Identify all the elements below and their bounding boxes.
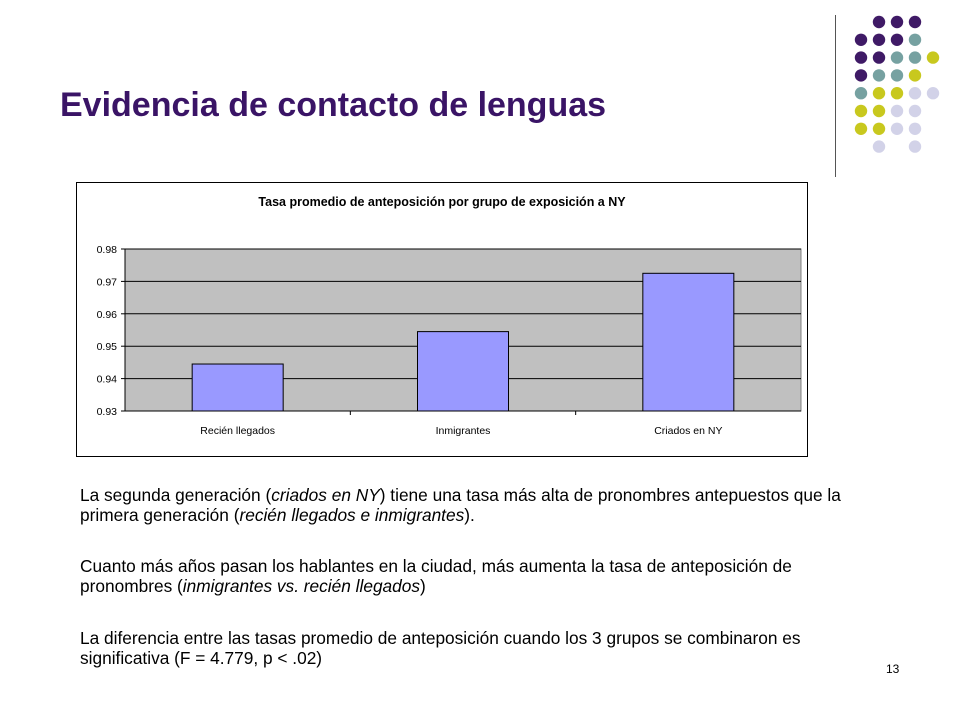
bar-chart <box>76 182 808 457</box>
chart-svg <box>77 183 807 456</box>
decorative-dot <box>873 69 885 81</box>
decorative-dot <box>873 51 885 63</box>
y-tick-label: 0.93 <box>96 406 117 418</box>
decorative-dot <box>873 34 885 46</box>
decorative-dot <box>855 69 867 81</box>
p1-text-mid: ) tiene una tasa más alta de pronombres antepuestos que la primera generación ( <box>80 485 841 525</box>
decorative-dot <box>891 16 903 28</box>
decorative-dot <box>891 105 903 117</box>
bar-2 <box>418 332 509 411</box>
y-tick-label: 0.97 <box>96 276 117 289</box>
bar-3 <box>643 273 734 411</box>
p1-emphasis-1: criados en NY <box>271 485 380 505</box>
decorative-dot <box>855 34 867 46</box>
decorative-dot <box>891 51 903 63</box>
decorative-dot <box>891 69 903 81</box>
decorative-dot <box>909 123 921 135</box>
x-tick-label: Inmigrantes <box>435 425 491 437</box>
decorative-dot <box>855 87 867 99</box>
decorative-dot <box>909 69 921 81</box>
chart-title: Tasa promedio de anteposición por grupo de exposición a NY <box>258 195 626 209</box>
decorative-dot <box>891 123 903 135</box>
p2-text-pre: Cuanto más años pasan los hablantes en la ciudad, más aumenta la tasa de anteposición de pronombres ( <box>80 556 792 596</box>
y-tick-label: 0.98 <box>96 244 117 256</box>
decorative-dot <box>909 34 921 46</box>
decorative-dot <box>855 105 867 117</box>
paragraph-diferencia-significativa <box>80 628 860 668</box>
decorative-dot <box>909 87 921 99</box>
slide-title: Evidencia de contacto de lenguas <box>60 86 607 124</box>
p1-text-pre: La segunda generación ( <box>80 485 272 505</box>
paragraph-segunda-generacion <box>80 485 860 525</box>
y-tick-label: 0.96 <box>96 308 117 321</box>
x-tick-label: Recién llegados <box>200 425 276 437</box>
decorative-vertical-line <box>835 15 836 177</box>
decorative-dot <box>873 87 885 99</box>
decorative-dot <box>909 105 921 117</box>
decorative-dot <box>909 16 921 28</box>
p1-text-post: ). <box>464 505 475 525</box>
p1-emphasis-2: recién llegados e inmigrantes <box>239 505 465 525</box>
decorative-dot <box>873 16 885 28</box>
decorative-dot <box>873 140 885 152</box>
decorative-dot <box>855 123 867 135</box>
decorative-dot <box>909 140 921 152</box>
paragraph-anos-en-ciudad <box>80 556 860 596</box>
decorative-dot <box>873 105 885 117</box>
y-tick-label: 0.94 <box>96 373 117 386</box>
decorative-dot <box>873 123 885 135</box>
decorative-dot <box>909 51 921 63</box>
y-tick-label: 0.95 <box>96 341 117 354</box>
decorative-dot <box>927 51 939 63</box>
p2-emphasis-1: inmigrantes vs. recién llegados <box>182 576 421 596</box>
decorative-dot <box>891 87 903 99</box>
decorative-dot <box>855 51 867 63</box>
decorative-dot <box>891 34 903 46</box>
x-tick-label: Criados en NY <box>654 425 723 437</box>
page-number: 13 <box>886 662 900 676</box>
p2-text-post: ) <box>420 576 426 596</box>
decorative-dot <box>927 87 939 99</box>
p3-text: La diferencia entre las tasas promedio de anteposición cuando los 3 grupos se combinaron es significativa (F = 4.779, p < .02) <box>80 628 801 668</box>
bar-1 <box>192 364 283 411</box>
